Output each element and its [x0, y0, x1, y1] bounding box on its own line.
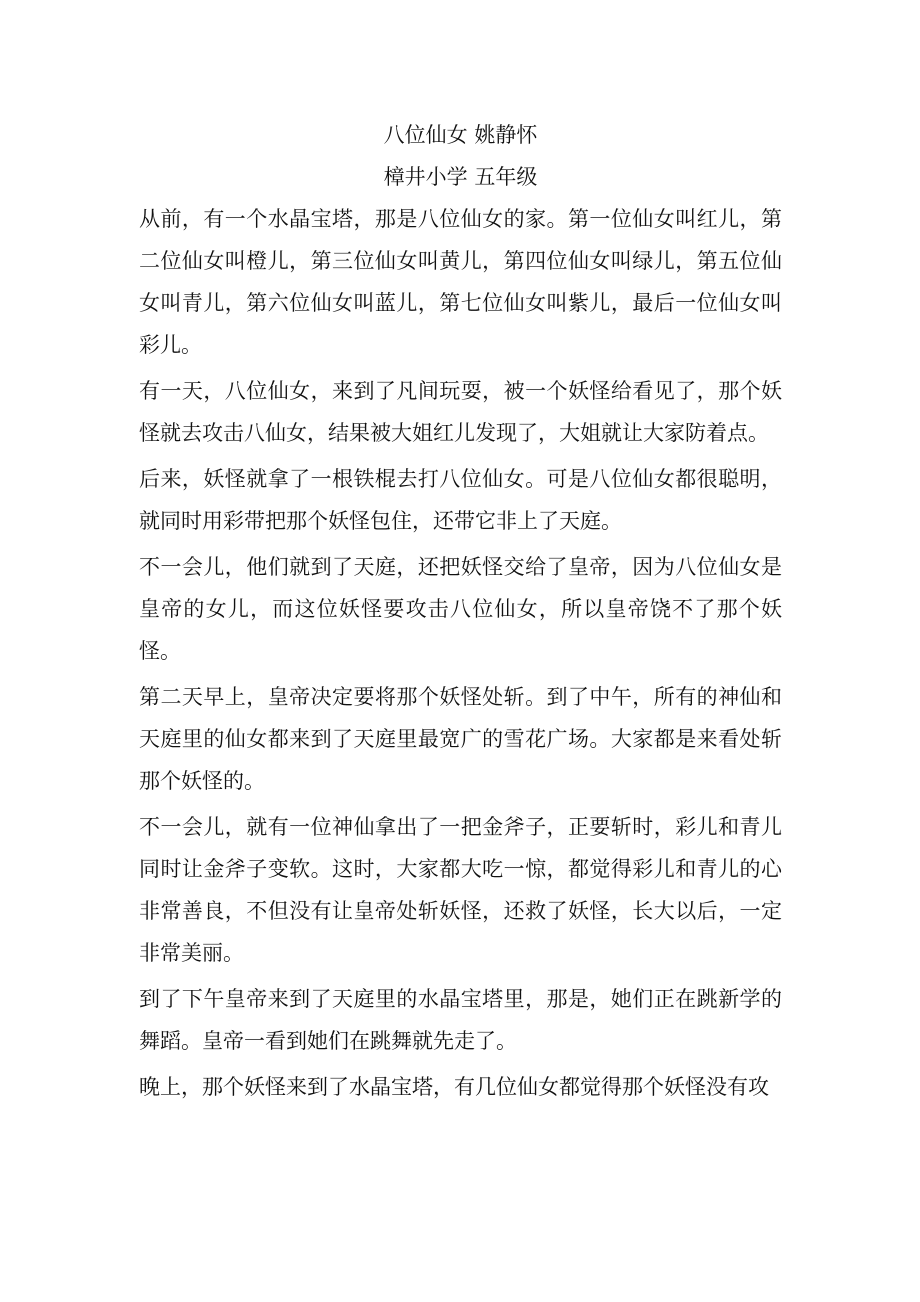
paragraph-1: 从前，有一个水晶宝塔，那是八位仙女的家。第一位仙女叫红儿，第二位仙女叫橙儿，第三位仙女叫黄儿，第四位仙女叫绿儿，第五位仙女叫青儿，第六位仙女叫蓝儿，第七位仙女叫紫儿，最后一位仙女叫彩儿。 [139, 207, 782, 357]
paragraph-2: 有一天，八位仙女，来到了凡间玩耍，被一个妖怪给看见了，那个妖怪就去攻击八仙女，结果被大姐红儿发现了，大姐就让大家防着点。 [139, 379, 782, 445]
paragraph-5: 第二天早上，皇帝决定要将那个妖怪处斩。到了中午，所有的神仙和天庭里的仙女都来到了天庭里最宽广的雪花广场。大家都是来看处斩那个妖怪的。 [139, 685, 782, 793]
document-body [139, 114, 782, 1112]
paragraph-6: 不一会儿，就有一位神仙拿出了一把金斧子，正要斩时，彩儿和青儿同时让金斧子变软。这时，大家都大吃一惊，都觉得彩儿和青儿的心非常善良，不但没有让皇帝处斩妖怪，还救了妖怪，长大以后，一定非常美丽。 [139, 815, 782, 965]
paragraph-7: 到了下午皇帝来到了天庭里的水晶宝塔里，那是，她们正在跳新学的舞蹈。皇帝一看到她们在跳舞就先走了。 [139, 987, 782, 1053]
paragraph-8: 晚上，那个妖怪来到了水晶宝塔，有几位仙女都觉得那个妖怪没有攻 [139, 1075, 769, 1099]
paragraph-3: 后来，妖怪就拿了一根铁棍去打八位仙女。可是八位仙女都很聪明，就同时用彩带把那个妖怪包住，还带它非上了天庭。 [139, 467, 782, 533]
school-grade: 樟井小学 五年级 [383, 165, 538, 189]
story-title-author: 八位仙女 姚静怀 [383, 123, 538, 147]
paragraph-4: 不一会儿，他们就到了天庭，还把妖怪交给了皇帝，因为八位仙女是皇帝的女儿，而这位妖怪要攻击八位仙女，所以皇帝饶不了那个妖怪。 [139, 555, 782, 663]
